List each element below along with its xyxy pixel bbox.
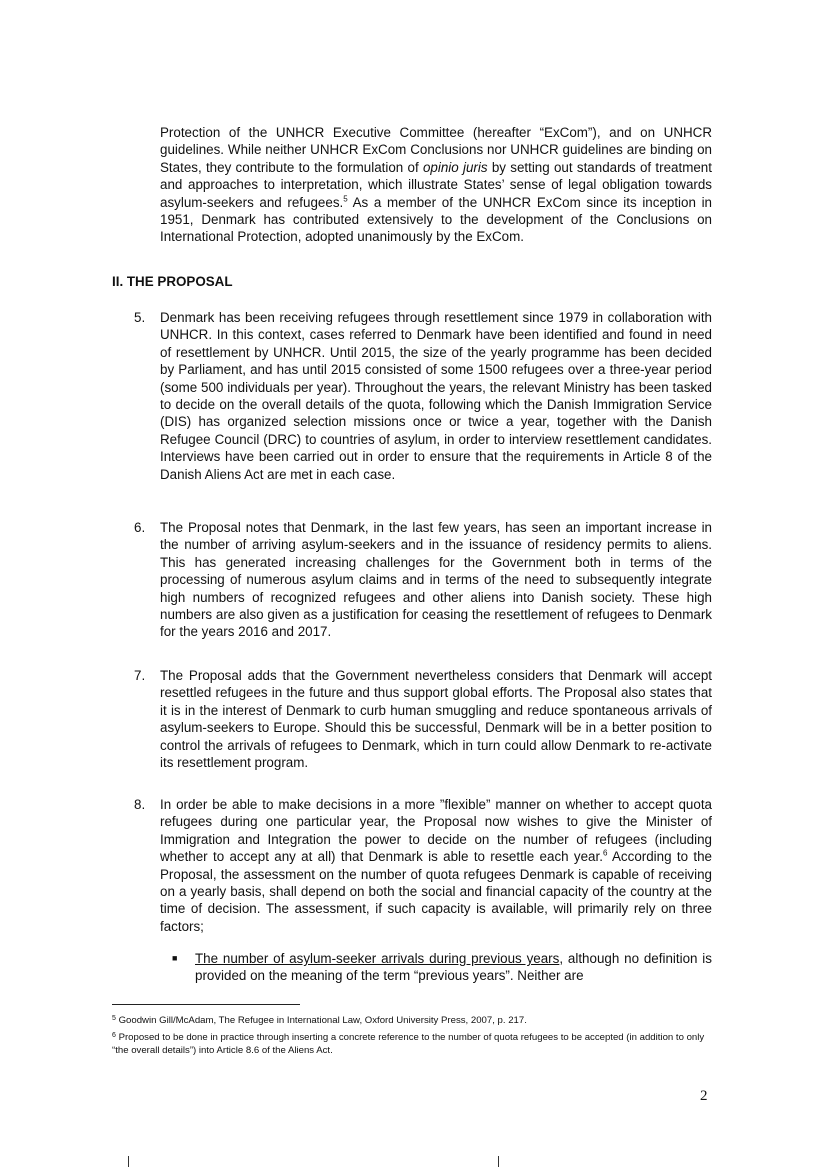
item-8-text-b: According to the Proposal, the assessment on the number of quota refugees Denmark is capable of receiving on a yearly basis, shall depend on both the social and financial capacity of the country at the time of decision. The assessment, if such capacity is available, will primarily rely on three factors; <box>160 849 712 934</box>
item-8-text-a: In order be able to make decisions in a more ”flexible” manner on whether to accept quota refugees during one particular year, the Proposal now wishes to give the Minister of Immigration and Integration the power to decide on the number of refugees (including whether to accept any at all) that Denmark is able to resettle each year. <box>160 797 712 865</box>
intro-italic: opinio juris <box>422 159 488 175</box>
intro-text-1: Protection of the UNHCR Executive Committee (hereafter “ExCom”), and on UNHCR guidelines. While neither UNHCR ExCom Conclusions nor UNHCR guidelines are binding on States, they contribute to the formulation of <box>160 125 712 175</box>
footnote-number: 5 <box>112 1015 116 1022</box>
item-text: Denmark has been receiving refugees through resettlement since 1979 in collaboration with UNHCR. In this context, cases referred to Denmark have been identified and found in need of resettlement by UNHCR. Until 2015, the size of the yearly programme has been decided by Parliament, and has until 2015 consisted of some 1500 refugees over a three-year period (some 500 individuals per year). Throughout the years, the relevant Ministry has been tasked to decide on the overall details of the quota, following which the Danish Immigration Service (DIS) has organized selection missions once or twice a year, together with the Danish Refugee Council (DRC) to countries of asylum, in order to interview resettlement candidates. Interviews have been carried out in order to ensure that the requirements in Article 8 of the Danish Aliens Act are met in each case. <box>160 310 712 482</box>
item-number: 8. <box>134 797 146 812</box>
footnote-6 <box>112 1030 712 1058</box>
intro-text-2: by setting out standards of treatment and approaches to interpretation, which illustrate States’ sense of legal obligation towards asylum-seekers and refugees. <box>160 159 712 210</box>
bullet-rest-text: , although no definition is provided on the meaning of the term “previous years”. Neither are <box>195 951 712 984</box>
footnote-5 <box>112 1013 712 1028</box>
item-number: 7. <box>134 668 146 683</box>
footnote-ref-6[interactable]: 6 <box>602 848 608 858</box>
intro-text-3: As a member of the UNHCR ExCom since its inception in 1951, Denmark has contributed extensively to the development of the Conclusions on International Protection, adopted unanimously by the ExCom. <box>160 194 712 245</box>
footnote-divider <box>112 1004 300 1005</box>
footnote-text: Proposed to be done in practice through inserting a concrete reference to the number of quota refugees to be accepted (in addition to only “the overall details”) into Article 8.6 of the Aliens Act. <box>112 1032 705 1056</box>
item-number: 5. <box>134 310 146 325</box>
item-text <box>160 796 712 935</box>
scan-mark-left <box>128 1156 129 1167</box>
footnote-ref-5[interactable]: 5 <box>343 194 348 204</box>
scan-mark-center <box>498 1156 499 1167</box>
footnote-number: 6 <box>112 1032 116 1039</box>
bullet-text <box>195 950 712 985</box>
section-heading: II. THE PROPOSAL <box>112 274 233 289</box>
item-text: The Proposal adds that the Government nevertheless considers that Denmark will accept resettled refugees in the future and thus support global efforts. The Proposal also states that it is in the interest of Denmark to curb human smuggling and reduce spontaneous arrivals of asylum-seekers to Europe. Should this be successful, Denmark will be in a better position to control the arrivals of refugees to Denmark, which in turn could allow Denmark to re-activate its resettlement program. <box>160 668 712 771</box>
item-number: 6. <box>134 520 146 535</box>
footnote-text: Goodwin Gill/McAdam, The Refugee in International Law, Oxford University Press, 2007, p. 217. <box>118 1015 527 1026</box>
bullet-square-icon: ■ <box>172 953 178 963</box>
page-number: 2 <box>700 1088 708 1104</box>
bullet-underlined-text: The number of asylum-seeker arrivals during previous years <box>195 951 560 966</box>
item-text: The Proposal notes that Denmark, in the last few years, has seen an important increase in the number of arriving asylum-seekers and in the issuance of residency permits to aliens. This has generated increasing challenges for the Government both in terms of the processing of numerous asylum claims and in terms of the need to subsequently integrate high numbers of recognized refugees and other aliens into Danish society. These high numbers are also given as a justification for ceasing the resettlement of refugees to Denmark for the years 2016 and 2017. <box>160 520 712 640</box>
intro-paragraph <box>160 124 712 246</box>
